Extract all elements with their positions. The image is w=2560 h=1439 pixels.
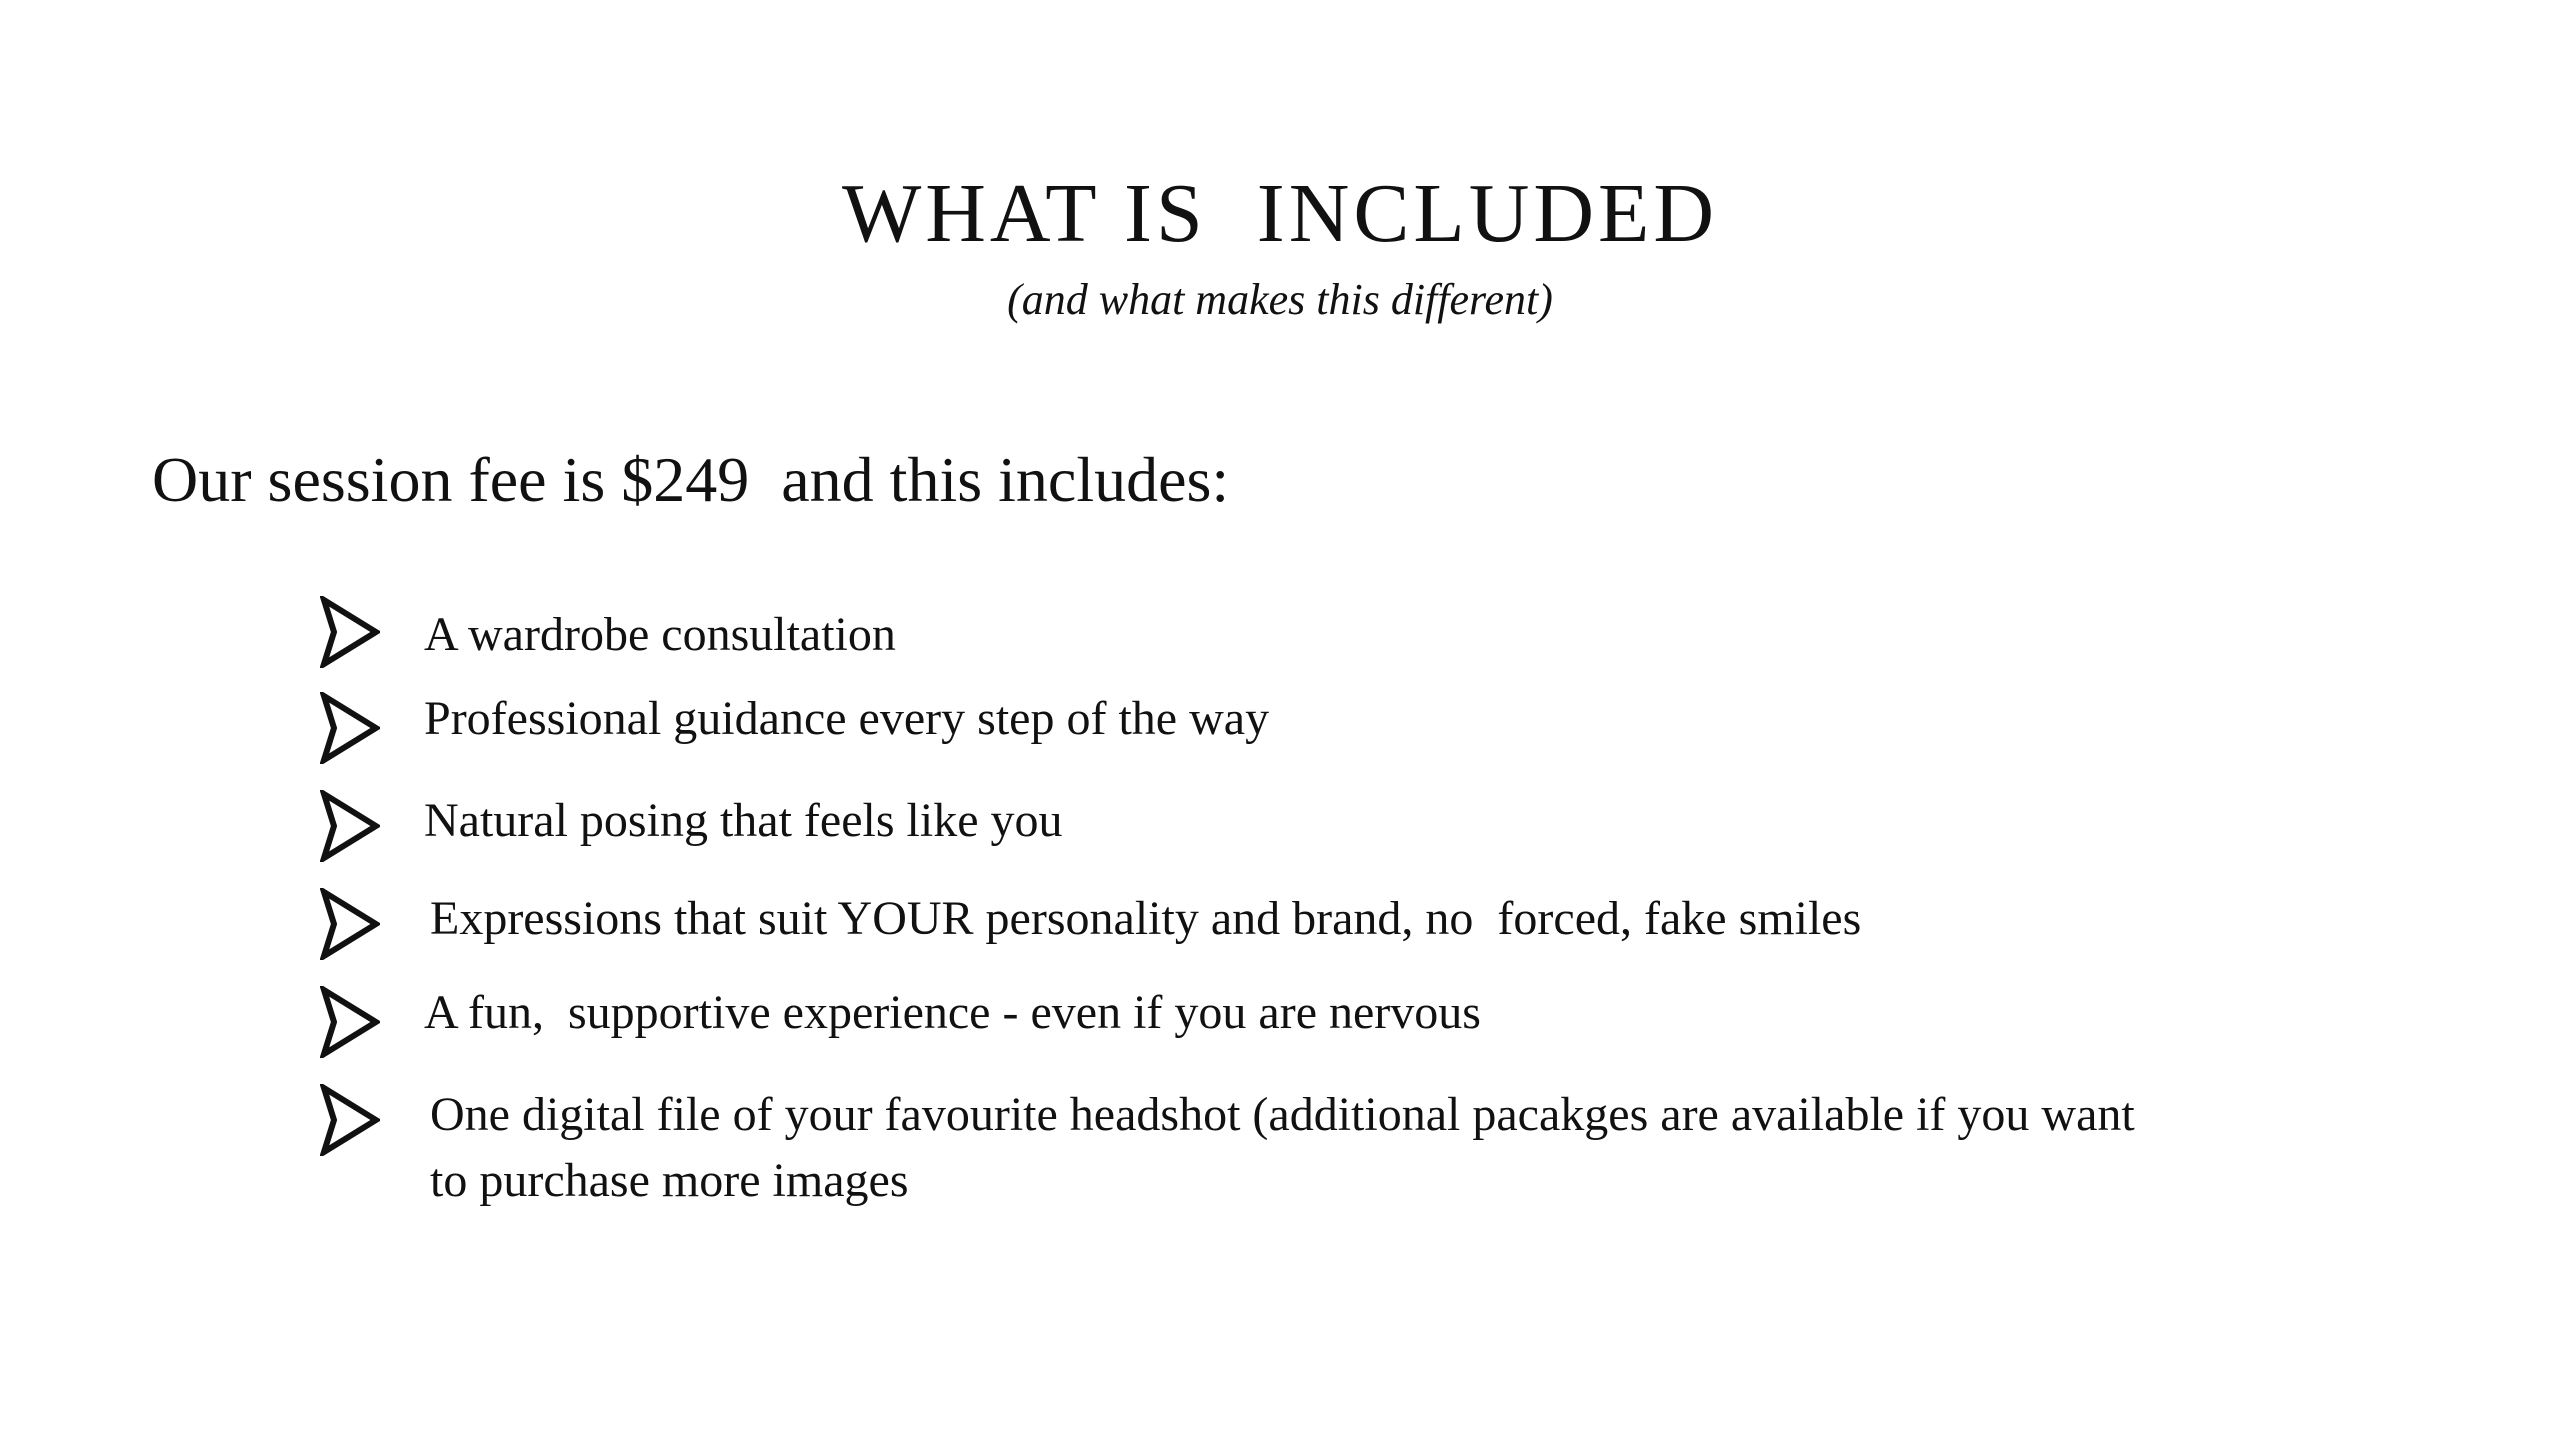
intro-text: Our session fee is $249 and this includes: [152, 444, 1230, 515]
page-title: WHAT IS INCLUDED [841, 167, 1719, 260]
list-item-text: Professional guidance every step of the way [424, 692, 1270, 745]
triangle-arrow-icon [320, 888, 380, 960]
triangle-arrow-icon [320, 790, 380, 862]
list-item-text: Expressions that suit YOUR personality and brand, no forced, fake smiles [430, 892, 1862, 945]
page-subtitle: (and what makes this different) [1007, 275, 1553, 324]
list-item-text: A wardrobe consultation [424, 608, 896, 661]
list-item-text: A fun, supportive experience - even if you are nervous [424, 986, 1481, 1039]
list-item-text: One digital file of your favourite headshot (additional pacakges are available if you want to purchase more images [430, 1088, 2135, 1207]
list-item-text: Natural posing that feels like you [424, 794, 1063, 847]
triangle-arrow-icon [320, 1084, 380, 1156]
triangle-arrow-icon [320, 986, 380, 1058]
triangle-arrow-icon [320, 692, 380, 764]
triangle-arrow-icon [320, 596, 380, 668]
